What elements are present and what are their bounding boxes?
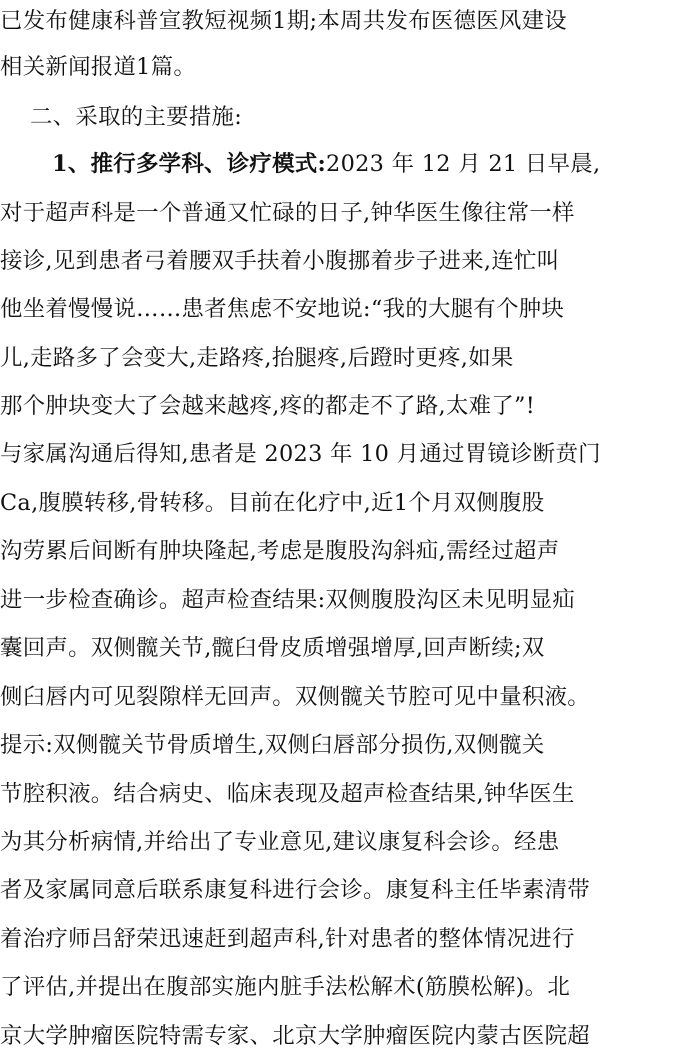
section-heading: 二、采取的主要措施: — [30, 104, 243, 130]
text-line-10: 那个肿块变大了会越来越疼,疼的都走不了路,太难了”! — [0, 393, 536, 419]
text-line-22: 了评估,并提出在腹部实施内脏手法松解术(筋膜松解)。北 — [0, 974, 571, 1000]
text-line-19: 为其分析病情,并给出了专业意见,建议康复科会诊。经患 — [0, 829, 560, 855]
measure-title: 1、推行多学科、诊疗模式: — [52, 151, 327, 177]
text-line-7: 接诊,见到患者弓着腰双手扶着小腹挪着步子进来,连忙叫 — [0, 248, 560, 274]
text-line-8: 他坐着慢慢说……患者焦虑不安地说:“我的大腿有个肿块 — [0, 296, 565, 322]
text-line-17: 提示:双侧髋关节骨质增生,双侧臼唇部分损伤,双侧髋关 — [0, 732, 545, 758]
text-line-2: 相关新闻报道1篇。 — [0, 54, 197, 80]
text-line-11: 与家属沟通后得知,患者是 2023 年 10 月通过胃镜诊断贲门 — [0, 441, 601, 467]
text-line-16: 侧臼唇内可见裂隙样无回声。双侧髋关节腔可见中量积液。 — [0, 684, 590, 710]
text-line-9: 儿,走路多了会变大,走路疼,抬腿疼,后蹬时更疼,如果 — [0, 345, 514, 371]
text-line-12: Ca,腹膜转移,骨转移。目前在化疗中,近1个月双侧腹股 — [0, 490, 545, 516]
text-line-14: 进一步检查确诊。超声检查结果:双侧腹股沟区未见明显疝 — [0, 587, 576, 613]
text-line-23: 京大学肿瘤医院特需专家、北京大学肿瘤医院内蒙古医院超 — [0, 1023, 590, 1049]
text-line-1: 已发布健康科普宣教短视频1期;本周共发布医德医风建设 — [0, 8, 567, 34]
text-line-6: 对于超声科是一个普通又忙碌的日子,钟华医生像往常一样 — [0, 200, 575, 226]
text-line-13: 沟劳累后间断有肿块隆起,考虑是腹股沟斜疝,需经过超声 — [0, 538, 560, 564]
text-line-18: 节腔积液。结合病史、临床表现及超声检查结果,钟华医生 — [0, 781, 575, 807]
measure-title-line — [0, 144, 700, 184]
text-line-20: 者及家属同意后联系康复科进行会诊。康复科主任毕素清带 — [0, 877, 590, 903]
text-line-15: 囊回声。双侧髋关节,髋臼骨皮质增强增厚,回声断续;双 — [0, 635, 545, 661]
measure-date: 2023 年 12 月 21 日早晨, — [326, 151, 601, 177]
text-line-21: 着治疗师吕舒荣迅速赶到超声科,针对患者的整体情况进行 — [0, 926, 575, 952]
